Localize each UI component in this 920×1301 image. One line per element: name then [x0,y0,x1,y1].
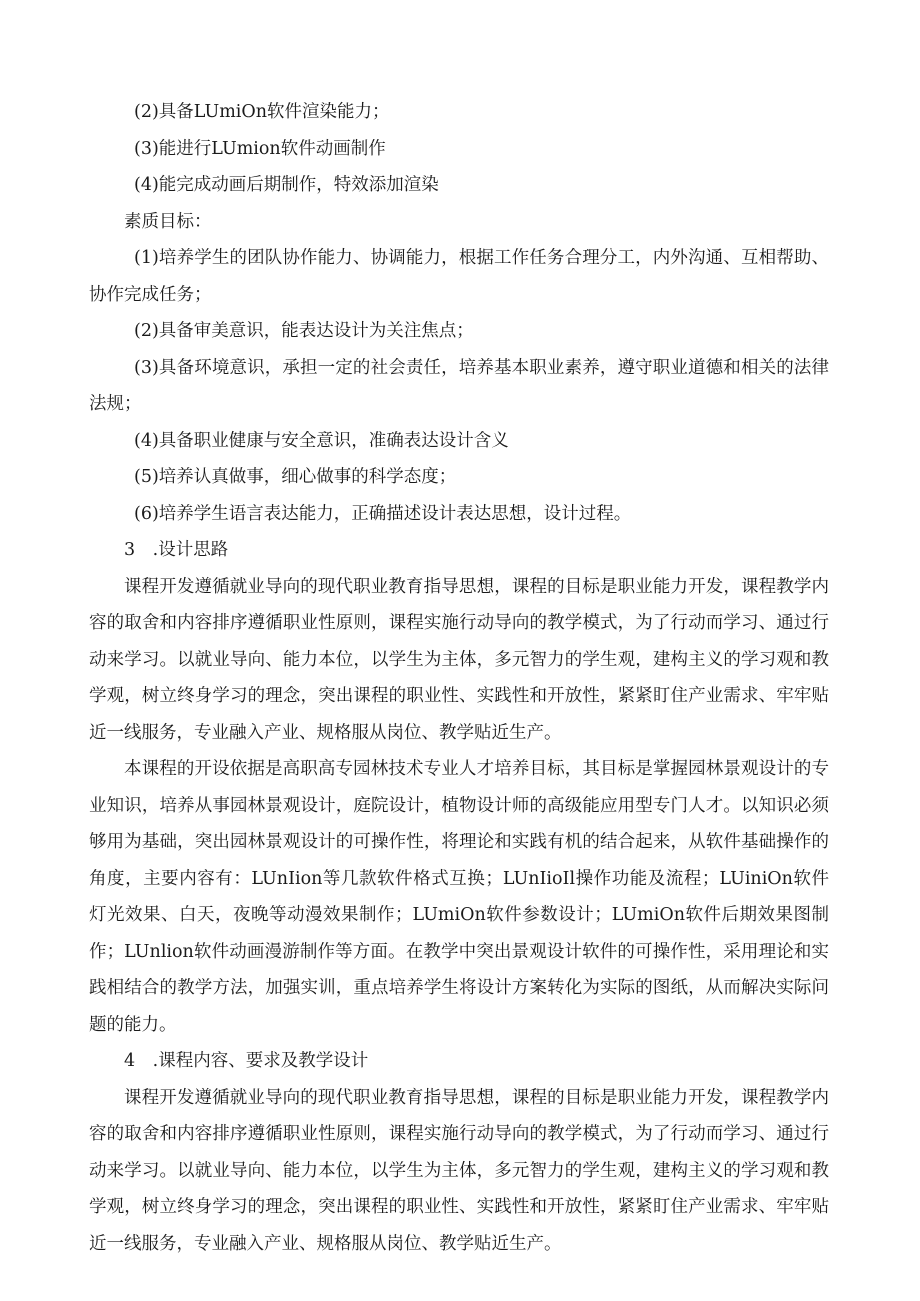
section-3-heading: 3 .设计思路 [124,540,229,560]
section-3-paragraph-1: 课程开发遵循就业导向的现代职业教育指导思想，课程的目标是职业能力开发，课程教学内容的取舍和内容排序遵循职业性原则，课程实施行动导向的教学模式，为了行动而学习、通过行动来学习。以就业导向、能力本位，以学生为主体，多元智力的学生观，建构主义的学习观和教学观，树立终身学习的理念，突出课程的职业性、实践性和开放性，紧紧盯住产业需求、牢牢贴近一线服务，专业融入产业、规格服从岗位、教学贴近生产。 [89,576,829,743]
quality-item-6: (6)培养学生语言表达能力，正确描述设计表达思想，设计过程。 [134,503,632,524]
section-4-paragraph-1: 课程开发遵循就业导向的现代职业教育指导思想，课程的目标是职业能力开发，课程教学内容的取舍和内容排序遵循职业性原则，课程实施行动导向的教学模式，为了行动而学习、通过行动来学习。以就业导向、能力本位，以学生为主体，多元智力的学生观，建构主义的学习观和教学观，树立终身学习的理念，突出课程的职业性、实践性和开放性，紧紧盯住产业需求、牢牢贴近一线服务，专业融入产业、规格服从岗位、教学贴近生产。 [89,1087,829,1254]
quality-item-4: (4)具备职业健康与安全意识，准确表达设计含义 [134,430,509,451]
quality-item-2: (2)具备审美意识，能表达设计为关注焦点； [134,321,474,341]
quality-heading: 素质目标： [124,211,212,232]
quality-item-5: (5)培养认真做事，细心做事的科学态度； [134,467,457,487]
quality-item-1: (1)培养学生的团队协作能力、协调能力，根据工作任务合理分工，内外沟通、互相帮助、协作完成任务； [89,248,829,305]
section-3-paragraph-2: 本课程的开设依据是高职高专园林技术专业人才培养目标，其目标是掌握园林景观设计的专业知识，培养从事园林景观设计，庭院设计，植物设计师的高级能应用型专门人才。以知识必须够用为基础，突出园林景观设计的可操作性，将理论和实践有机的结合起来，从软件基础操作的角度，主要内容有：LUnIion等几款软件格式互换；LUnIioIl操作功能及流程；LUiniOn软件灯光效果、白天，夜晚等动漫效果制作；LUmiOn软件参数设计；LUmiOn软件后期效果图制作；LUnlion软件动画漫游制作等方面。在教学中突出景观设计软件的可操作性，采用理论和实践相结合的教学方法，加强实训，重点培养学生将设计方案转化为实际的图纸，从而解决实际问题的能力。 [89,759,829,1035]
section-4-heading: 4 .课程内容、要求及教学设计 [124,1051,369,1071]
skill-item-3: (3)能进行LUmion软件动画制作 [134,138,386,159]
skill-item-4: (4)能完成动画后期制作，特效添加渲染 [134,175,439,195]
quality-item-3: (3)具备环境意识，承担一定的社会责任，培养基本职业素养，遵守职业道德和相关的法律法规； [89,357,829,414]
skill-item-2: (2)具备LUmiOn软件渲染能力； [134,102,390,122]
document-body [89,94,829,1262]
